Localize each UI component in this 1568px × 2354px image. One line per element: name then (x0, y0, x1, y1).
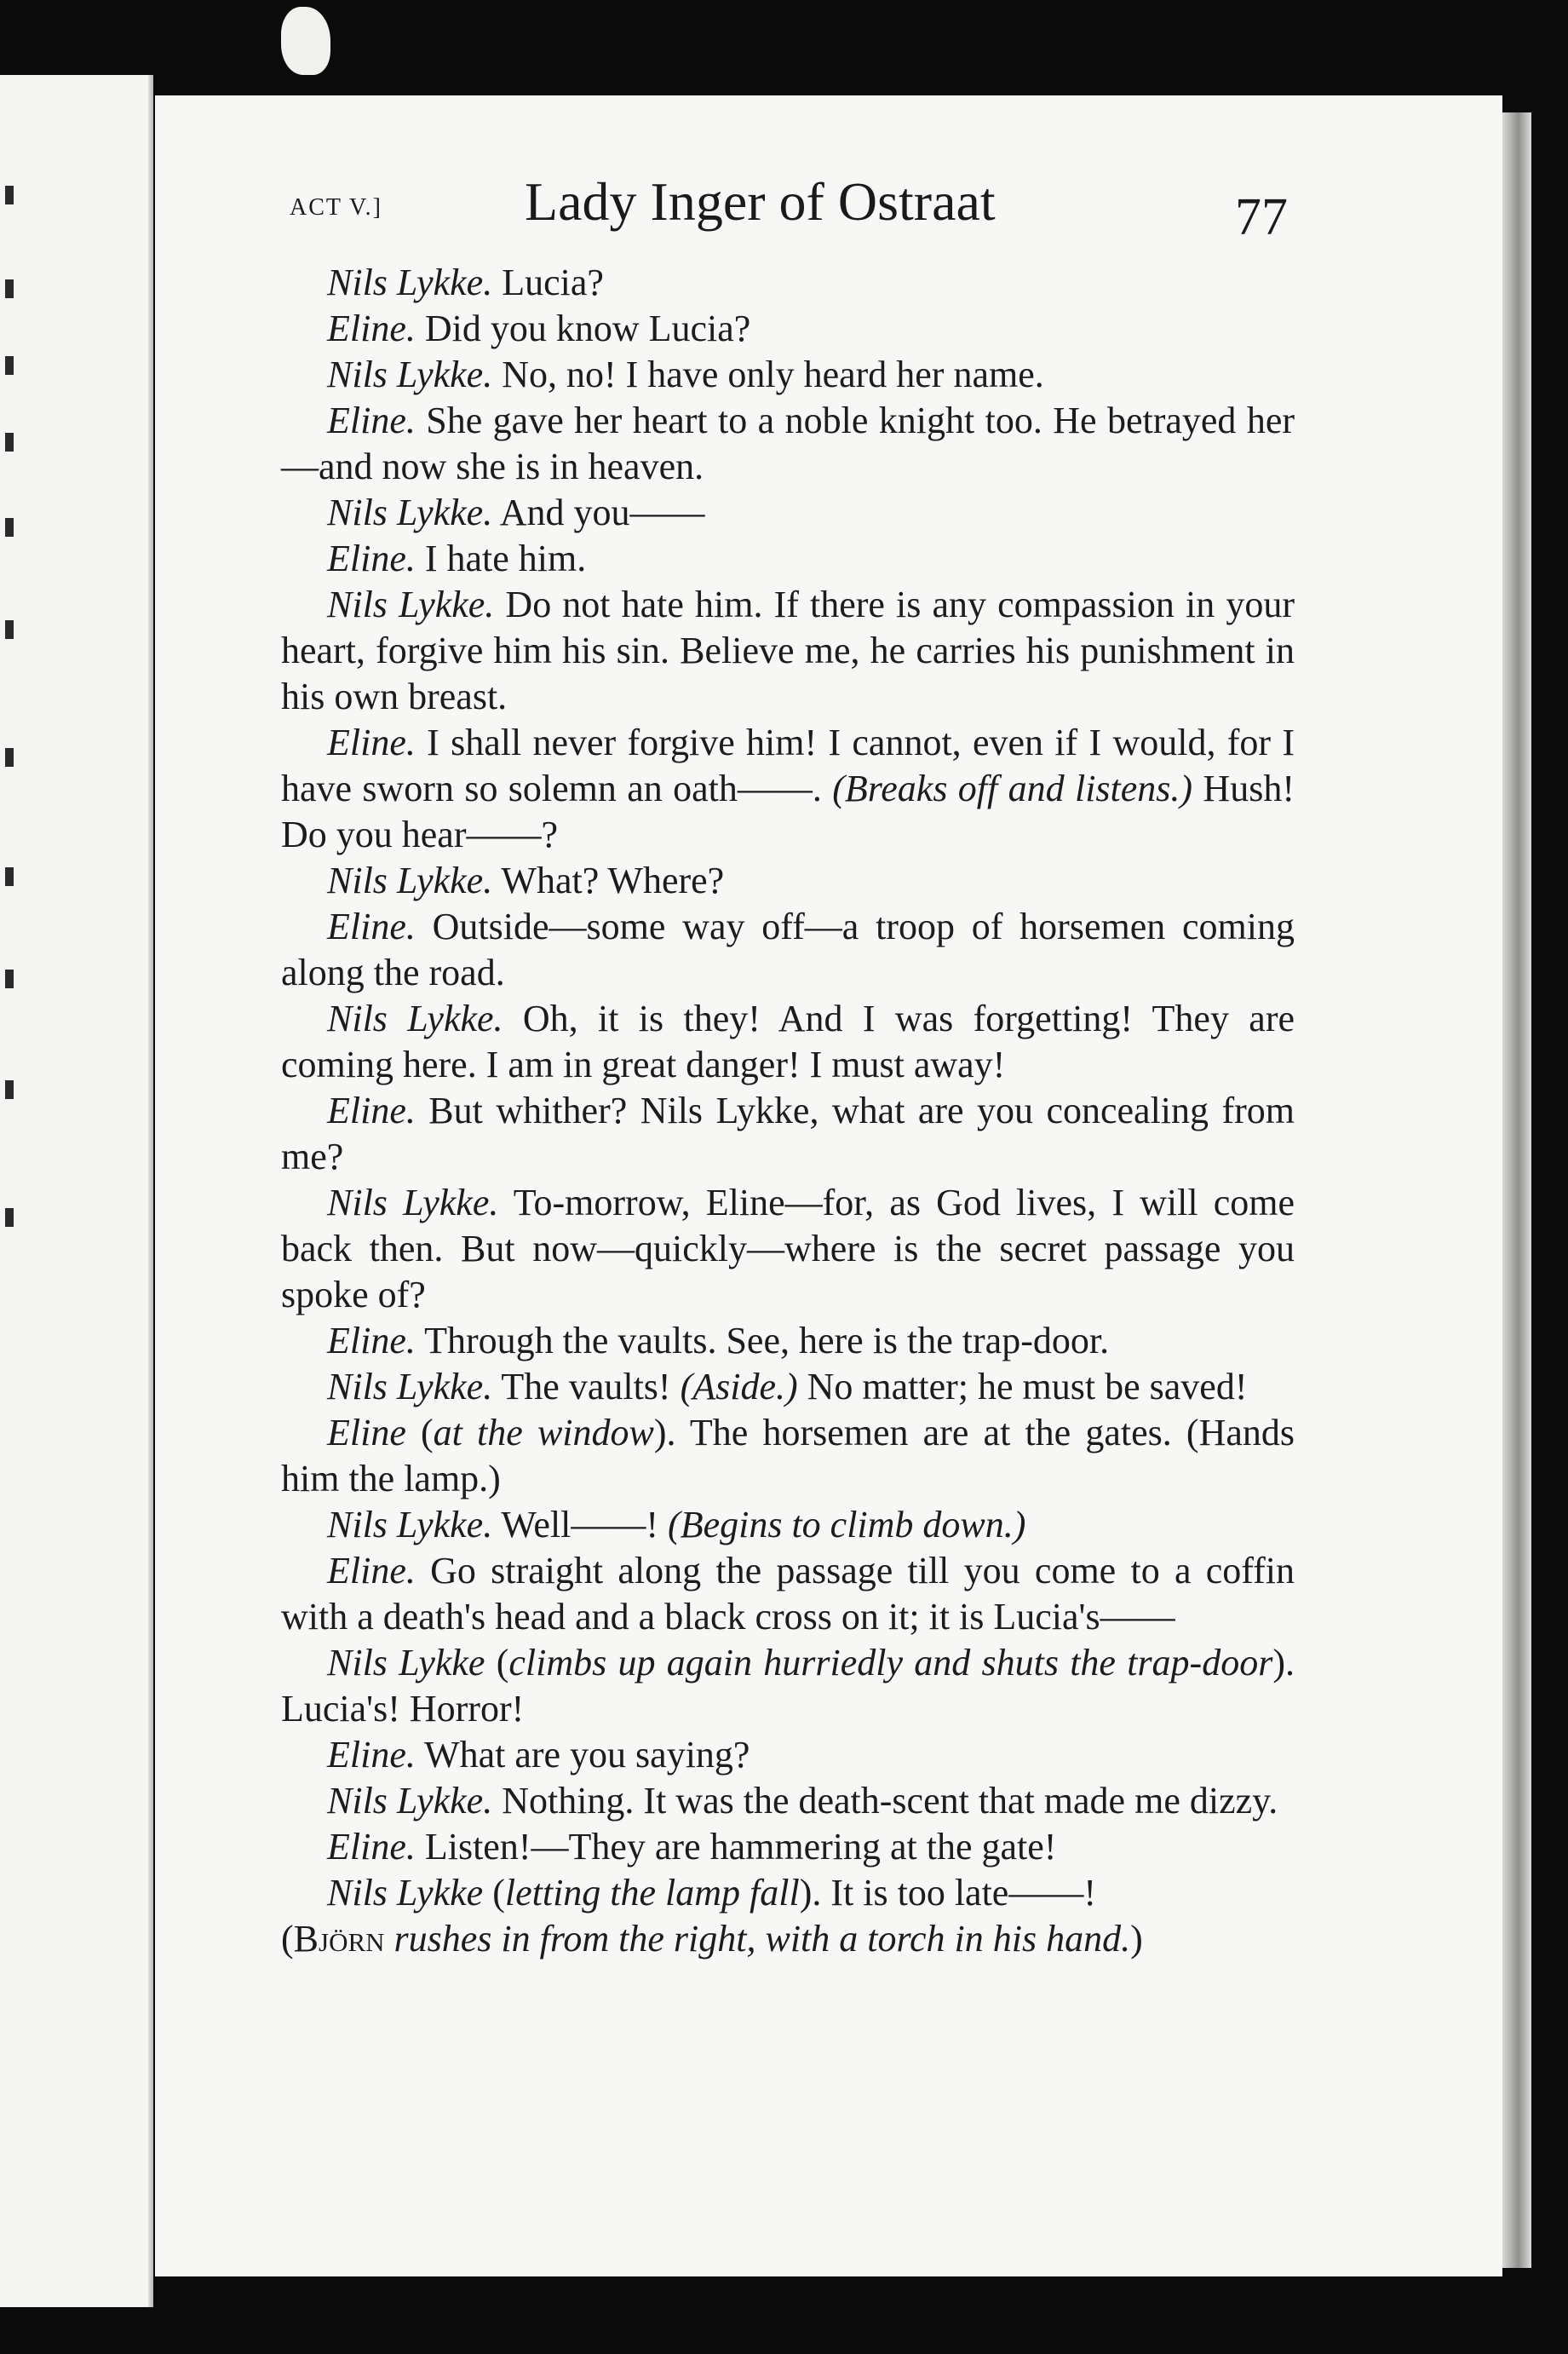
page-number: 77 (1235, 188, 1288, 246)
dialogue-line: Eline. Outside—some way off—a troop of horsemen coming along the road. (281, 906, 1295, 993)
left-page-text-fragment (5, 867, 14, 886)
left-gutter-shadow (148, 75, 153, 2307)
dialogue-line: Eline (at the window). The horsemen are at the gates. (Hands him the lamp.) (281, 1412, 1295, 1499)
dialogue-line: Nils Lykke. Well——! (Begins to climb down.) (327, 1504, 1026, 1545)
stage-direction: (Breaks off and listens.) (832, 768, 1193, 809)
dialogue-line: Nils Lykke. Nothing. It was the death-scent that made me dizzy. (327, 1780, 1278, 1822)
dialogue-line: Nils Lykke (letting the lamp fall). It is too late——! (327, 1872, 1096, 1914)
stage-direction: (Aside.) (680, 1366, 798, 1407)
dialogue-line: Nils Lykke. The vaults! (Aside.) No matter; he must be saved! (327, 1366, 1248, 1407)
running-head-title: Lady Inger of Ostraat (525, 171, 996, 232)
stage-direction: at the window (433, 1412, 654, 1453)
left-page-text-fragment (5, 279, 14, 298)
left-page-text-fragment (5, 1208, 14, 1227)
left-page-edge (0, 75, 153, 2307)
dialogue-line: Eline. What are you saying? (327, 1734, 750, 1776)
left-page-text-fragment (5, 970, 14, 988)
tape-mark (281, 7, 330, 75)
dialogue-line: Eline. Through the vaults. See, here is the trap-door. (327, 1320, 1110, 1361)
dialogue-line: Nils Lykke. To-morrow, Eline—for, as God lives, I will come back then. But now—quickly—where is the secret passage you spoke of? (281, 1182, 1295, 1315)
dialogue-line: Nils Lykke. Oh, it is they! And I was forgetting! They are coming here. I am in great danger! I must away! (281, 998, 1295, 1085)
page-stack-edge (1502, 112, 1531, 2268)
left-page-text-fragment (5, 186, 14, 204)
dialogue-line: Nils Lykke. Lucia? (327, 262, 604, 303)
dialogue-line: Eline. Did you know Lucia? (327, 308, 751, 349)
dialogue-line: Nils Lykke. Do not hate him. If there is any compassion in your heart, forgive him his sin. Believe me, he carries his punishment in his own breast. (281, 584, 1295, 717)
running-head-act: ACT V.] (290, 194, 382, 221)
left-page-text-fragment (5, 356, 14, 375)
dialogue-line: Eline. She gave her heart to a noble knight too. He betrayed her—and now she is in heaven. (281, 400, 1295, 487)
character-name: Björn (293, 1918, 385, 1960)
stage-direction: letting the lamp fall (504, 1872, 800, 1914)
dialogue-line: Eline. Go straight along the passage till you come to a coffin with a death's head and a black cross on it; it is Lucia's—— (281, 1550, 1295, 1637)
dialogue-line: Eline. But whither? Nils Lykke, what are you concealing from me? (281, 1090, 1295, 1177)
left-page-text-fragment (5, 748, 14, 767)
dialogue-line: Nils Lykke. What? Where? (327, 860, 725, 901)
left-page-text-fragment (5, 518, 14, 537)
left-page-text-fragment (5, 1080, 14, 1099)
dialogue-line: Eline. I hate him. (327, 538, 587, 579)
stage-direction: (Begins to climb down.) (668, 1504, 1026, 1545)
dialogue-line: Nils Lykke (climbs up again hurriedly and shuts the trap-door). Lucia's! Horror! (281, 1642, 1295, 1730)
dialogue-line: Eline. I shall never forgive him! I cannot, even if I would, for I have sworn so solemn an oath——. (Breaks off and listens.) Hush! Do you hear——? (281, 722, 1295, 855)
left-page-text-fragment (5, 433, 14, 452)
dialogue-line: Nils Lykke. No, no! I have only heard her name. (327, 354, 1044, 395)
stage-direction: climbs up again hurriedly and shuts the trap-door (508, 1642, 1273, 1683)
play-text (281, 260, 1295, 1962)
dialogue-line: Eline. Listen!—They are hammering at the gate! (327, 1826, 1057, 1868)
left-page-text-fragment (5, 620, 14, 639)
dialogue-line: Nils Lykke. And you—— (327, 492, 705, 533)
stage-direction-line: (Björn rushes in from the right, with a torch in his hand.) (281, 1918, 1143, 1960)
